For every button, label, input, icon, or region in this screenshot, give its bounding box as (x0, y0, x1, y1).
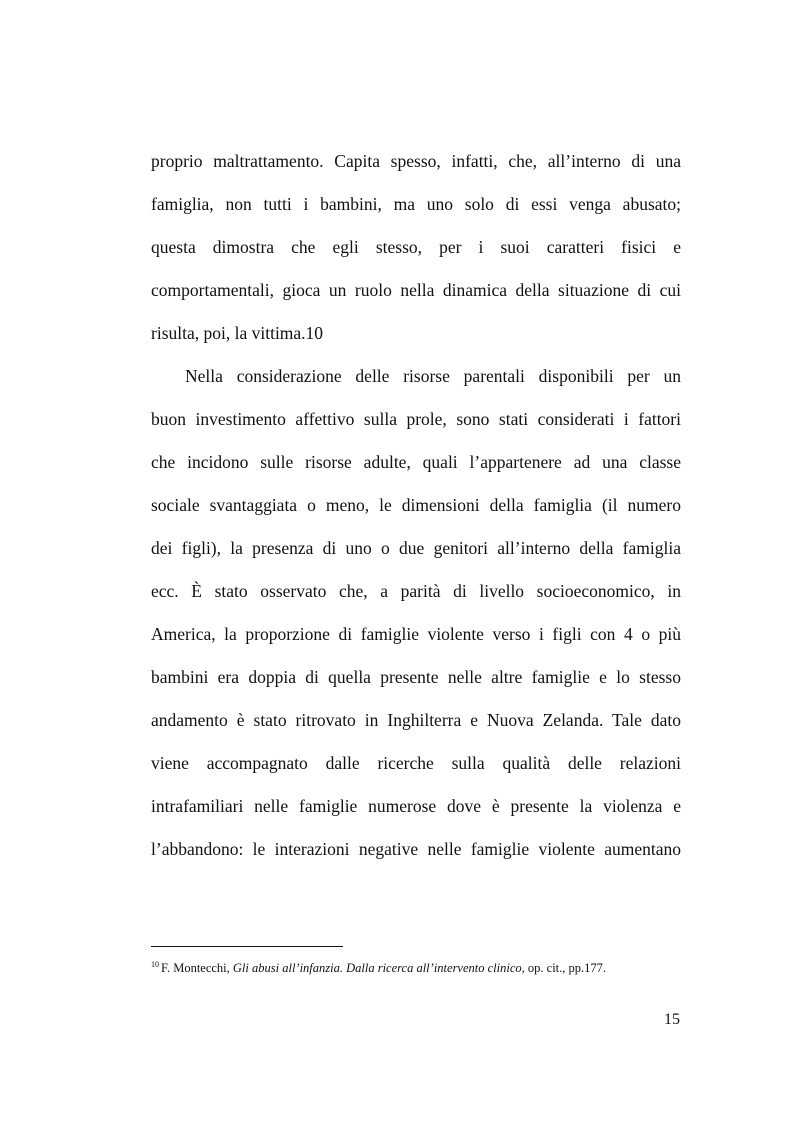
text-line: famiglia, non tutti i bambini, ma uno solo di essi venga abusato; (151, 194, 681, 214)
text-line: America, la proporzione di famiglie violente verso i figli con 4 o più (151, 624, 681, 644)
footnote-rest: , op. cit., pp.177. (521, 961, 607, 975)
text-line: andamento è stato ritrovato in Inghilterra e Nuova Zelanda. Tale dato (151, 710, 681, 730)
page-number: 15 (664, 1011, 680, 1028)
text-line: intrafamiliari nelle famiglie numerose dove è presente la violenza e (151, 796, 681, 816)
footnote-title: Gli abusi all’infanzia. Dalla ricerca all’intervento clinico (232, 961, 522, 975)
footnote (151, 957, 691, 976)
text-line: sociale svantaggiata o meno, le dimensioni della famiglia (il numero (151, 495, 681, 515)
paragraph-2 (151, 355, 681, 871)
text-line: bambini era doppia di quella presente nelle altre famiglie e lo stesso (151, 667, 681, 687)
paragraph-1 (151, 140, 681, 355)
text-line: Nella considerazione delle risorse parentali disponibili per un (185, 366, 681, 386)
text-line: questa dimostra che egli stesso, per i suoi caratteri fisici e (151, 237, 681, 257)
footnote-number: 10 (151, 960, 159, 969)
text-line: viene accompagnato dalle ricerche sulla qualità delle relazioni (151, 753, 681, 773)
text-line: comportamentali, gioca un ruolo nella dinamica della situazione di cui (151, 280, 681, 300)
text-line: ecc. È stato osservato che, a parità di livello socioeconomico, in (151, 581, 681, 601)
text-line: l’abbandono: le interazioni negative nelle famiglie violente aumentano (151, 839, 681, 859)
footnote-author: F. Montecchi, (161, 961, 230, 975)
footnote-separator (151, 946, 343, 947)
body-text (151, 140, 681, 871)
text-line: proprio maltrattamento. Capita spesso, infatti, che, all’interno di una (151, 151, 681, 171)
text-line: risulta, poi, la vittima.10 (151, 323, 324, 343)
text-line: buon investimento affettivo sulla prole, sono stati considerati i fattori (151, 409, 681, 429)
text-line: che incidono sulle risorse adulte, quali l’appartenere ad una classe (151, 452, 681, 472)
text-line: dei figli), la presenza di uno o due genitori all’interno della famiglia (151, 538, 681, 558)
